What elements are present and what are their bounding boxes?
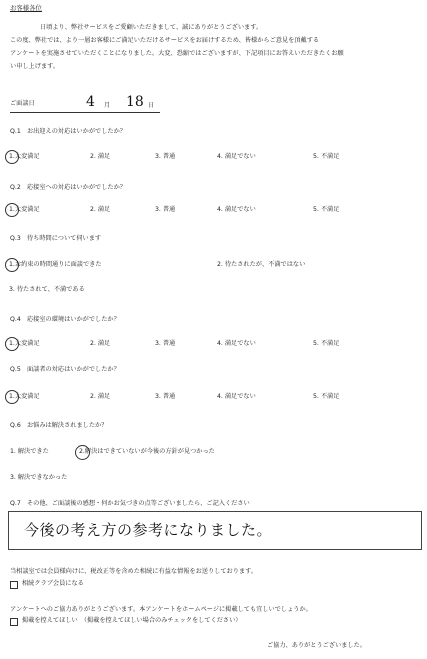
date-label: ご面談日 <box>10 100 35 107</box>
page-title: お客様各位 <box>10 4 42 12</box>
q1-option-4[interactable]: 4. 満足でない <box>217 153 256 160</box>
club-checkbox-label: 相続クラブ会員になる <box>22 580 84 587</box>
q5-option-3[interactable]: 3. 普通 <box>155 393 176 400</box>
q4-option-3[interactable]: 3. 普通 <box>155 340 176 347</box>
q3-option-2[interactable]: 2. 待たされたが、不満ではない <box>217 261 306 268</box>
club-info-text: 当相談室では会員様向けに、税改正等を含めた相続に有益な情報をお送りしております。 <box>10 568 258 575</box>
date-underline <box>10 112 160 113</box>
q4-option-4[interactable]: 4. 満足でない <box>217 340 256 347</box>
intro-line-2: この度、弊社では、より一層お客様にご満足いただけるサービスをお届けするため、皆様からご意見を頂戴する <box>10 37 320 44</box>
date-month-value[interactable]: 4 <box>86 94 95 110</box>
q2-option-3[interactable]: 3. 普通 <box>155 206 176 213</box>
publish-checkbox[interactable] <box>10 618 18 626</box>
q3-option-1[interactable]: 1.お約束の時間通りに面談できた <box>9 261 102 268</box>
q5-option-1[interactable]: 1.大変満足 <box>9 393 40 400</box>
question-6-text: Q.6 お悩みは解決されましたか？ <box>10 422 108 429</box>
question-5-text: Q.5 面談者の対応はいかがでしたか？ <box>10 366 120 373</box>
club-checkbox[interactable] <box>10 581 18 589</box>
q6-option-1[interactable]: 1. 解決できた <box>10 448 49 455</box>
q5-option-2[interactable]: 2. 満足 <box>90 393 111 400</box>
publish-question-text: アンケートへのご協力ありがとうございます。本アンケートをホームページに掲載しても宜しいでしょうか。 <box>10 606 312 613</box>
question-3-text: Q.3 待ち時間について伺います <box>10 235 102 242</box>
question-7-text: Q.7 その他、ご面談後の感想・何かお気づきの点等ございましたら、ご記入ください <box>10 500 250 507</box>
question-1-text: Q.1 お出迎えの対応はいかがでしたか？ <box>10 128 126 135</box>
q2-option-5[interactable]: 5. 不満足 <box>313 206 340 213</box>
q1-option-1[interactable]: 1.大変満足 <box>9 153 40 160</box>
q3-option-3[interactable]: 3. 待たされて、不満である <box>9 286 85 293</box>
q1-option-5[interactable]: 5. 不満足 <box>313 153 340 160</box>
comment-answer: 今後の考え方の参考になりました。 <box>24 521 273 539</box>
date-month-unit: 月 <box>104 102 111 109</box>
intro-line-4: い申し上げます。 <box>10 63 60 70</box>
q2-option-4[interactable]: 4. 満足でない <box>217 206 256 213</box>
date-day-value[interactable]: 18 <box>126 94 144 110</box>
question-2-text: Q.2 応接室への対応はいかがでしたか？ <box>10 184 126 191</box>
q6-option-3[interactable]: 3. 解決できなかった <box>10 474 68 481</box>
intro-line-3: アンケートを実施させていただくことになりました。大変、恐縮ではございますが、下記項目にお答えいただきたくお願 <box>10 50 344 57</box>
q4-option-1[interactable]: 1.大変満足 <box>9 340 40 347</box>
question-4-text: Q.4 応接室の環境はいかがでしたか？ <box>10 316 120 323</box>
q5-option-5[interactable]: 5. 不満足 <box>313 393 340 400</box>
publish-checkbox-label: 掲載を控えてほしい （掲載を控えてほしい場合のみチェックをしてください） <box>22 617 242 624</box>
closing-text: ご協力、ありがとうございました。 <box>267 642 366 649</box>
intro-line-1: 日頃より、弊社サービスをご愛顧いただきまして、誠にありがとうございます。 <box>40 24 263 31</box>
q1-option-3[interactable]: 3. 普通 <box>155 153 176 160</box>
q2-option-2[interactable]: 2. 満足 <box>90 206 111 213</box>
q2-option-1[interactable]: 1.大変満足 <box>9 206 40 213</box>
q5-option-4[interactable]: 4. 満足でない <box>217 393 256 400</box>
q6-option-2[interactable]: 2.解決はできていないが今後の方針が見つかった <box>79 448 215 455</box>
date-day-unit: 日 <box>148 102 155 109</box>
q4-option-5[interactable]: 5. 不満足 <box>313 340 340 347</box>
q4-option-2[interactable]: 2. 満足 <box>90 340 111 347</box>
q1-option-2[interactable]: 2. 満足 <box>90 153 111 160</box>
